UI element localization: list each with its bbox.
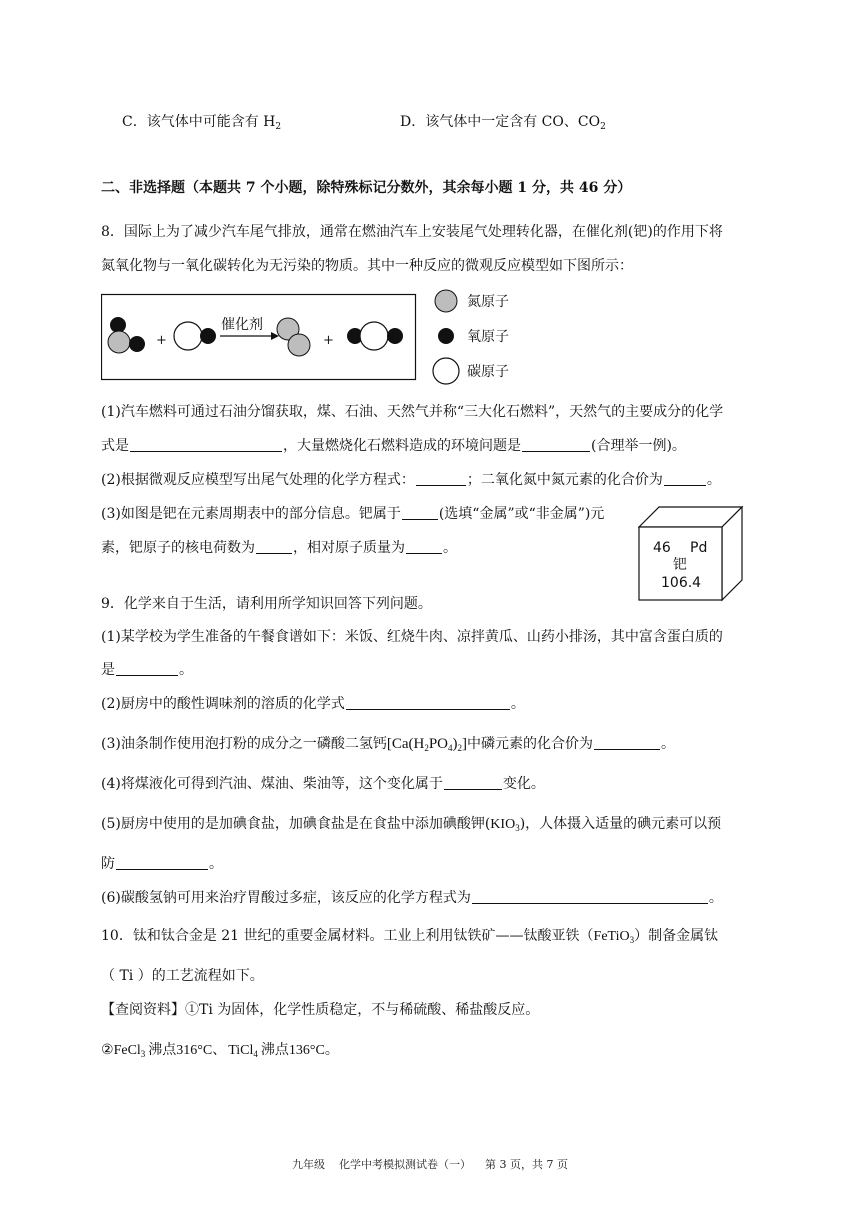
q9-p6-post: 。 xyxy=(708,890,723,906)
carbon-atom-icon xyxy=(431,356,461,386)
q9-p3-pre: (3)油条制作使用泡打粉的成分之一磷酸二氢钙 xyxy=(101,736,387,752)
answer-blank[interactable] xyxy=(472,889,708,904)
q8-p3-pre: (3)如图是钯在元素周期表中的部分信息。钯属于 xyxy=(101,506,401,522)
element-mass: 106.4 xyxy=(661,575,702,591)
ticl4-boiling-point: 136°C xyxy=(288,1043,325,1058)
catalyst-label: 催化剂 xyxy=(221,317,263,333)
q9-part5-line1 xyxy=(101,814,721,835)
option-d-sub: 2 xyxy=(600,122,606,132)
boiling-point-label: 沸点 xyxy=(148,1042,177,1058)
q9-part1-line1: (1)某学校为学生准备的午餐食谱如下：米饭、红烧牛肉、凉拌黄瓜、山药小排汤，其中富含蛋白质的 xyxy=(101,629,723,645)
q8-p3b-post: 。 xyxy=(443,540,457,556)
legend-nitrogen xyxy=(433,288,509,314)
q8-p2-post: 。 xyxy=(706,472,721,488)
element-name: 钯 xyxy=(673,557,687,573)
q9-part2 xyxy=(101,694,525,714)
q9-p1-pre: 是 xyxy=(101,662,115,678)
answer-blank[interactable] xyxy=(406,539,442,554)
legend-carbon-label: 碳原子 xyxy=(467,364,509,380)
q9-p1-post: 。 xyxy=(179,662,193,678)
boiling-point-label: 沸点 xyxy=(260,1042,289,1058)
answer-blank[interactable] xyxy=(522,437,590,452)
legend-oxygen xyxy=(433,323,509,349)
q9-p2-post: 。 xyxy=(510,696,525,712)
plus-sign: + xyxy=(156,333,167,348)
page-footer: 九年级 化学中考模拟测试卷（一） 第 3 页，共 7 页 xyxy=(292,1158,568,1171)
element-symbol: Pd xyxy=(690,540,708,556)
option-d xyxy=(400,112,606,132)
q8-part2 xyxy=(101,470,721,490)
separator: 、 xyxy=(212,1042,227,1058)
period: 。 xyxy=(324,1042,339,1058)
option-d-text: D．该气体中一定含有 CO、CO xyxy=(400,114,601,130)
carbon-atom xyxy=(174,322,202,350)
q9-p5-post: )，人体摄入适量的碘元素可以预 xyxy=(519,816,722,832)
oxygen-atom xyxy=(200,328,216,344)
section-2-heading: 二、非选择题（本题共 7 个小题，除特殊标记分数外，其余每小题 1 分，共 46 分） xyxy=(101,180,632,196)
ferrous-titanate-formula: FeTiO$_3$ xyxy=(593,929,635,945)
legend-carbon xyxy=(431,356,509,386)
element-palladium-card xyxy=(638,506,744,602)
option-c-sub: 2 xyxy=(275,122,282,132)
q8-part1-line2 xyxy=(101,436,686,456)
titanium-chloride-formula: TiCl$_4$ xyxy=(228,1043,258,1059)
fecl3-boiling-point: 316°C xyxy=(176,1043,213,1058)
q8-stem-line2: 氮氧化物与一氧化碳转化为无污染的物质。其中一种反应的微观反应模型如下图所示： xyxy=(101,258,633,274)
potassium-iodate-formula: $KIO_3$ xyxy=(490,817,520,833)
q10-info2 xyxy=(101,1040,339,1061)
answer-blank[interactable] xyxy=(444,775,502,790)
q8-p1-pre: 式是 xyxy=(101,438,129,454)
q8-p1-mid: ，大量燃烧化石燃料造成的环境问题是 xyxy=(283,438,521,454)
answer-blank[interactable] xyxy=(346,695,510,710)
info2-marker: ② xyxy=(101,1042,114,1058)
carbon-atom xyxy=(360,322,388,350)
q9-p5-pre: (5)厨房中使用的是加碘食盐，加碘食盐是在食盐中添加碘酸钾( xyxy=(101,816,491,832)
q9-p2-pre: (2)厨房中的酸性调味剂的溶质的化学式 xyxy=(101,696,345,712)
q10-stem-line2: （ Ti ）的工艺流程如下。 xyxy=(101,968,264,984)
answer-blank[interactable] xyxy=(130,437,282,452)
nitrogen-atom-icon xyxy=(433,288,459,314)
answer-blank[interactable] xyxy=(116,855,208,870)
q10-info1: 【查阅资料】①Ti 为固体，化学性质稳定，不与稀硫酸、稀盐酸反应。 xyxy=(101,1002,540,1018)
answer-blank[interactable] xyxy=(256,539,292,554)
iron-chloride-formula: FeCl$_3$ xyxy=(113,1043,146,1059)
q9-p3-mid: 中磷元素的化合价为 xyxy=(467,736,594,752)
nitrogen-atom xyxy=(288,334,310,356)
answer-blank[interactable] xyxy=(664,471,706,486)
reaction-model-diagram xyxy=(101,292,419,382)
q10-stem-pre: 10．钛和钛合金是 21 世纪的重要金属材料。工业上利用钛铁矿——钛酸亚铁（ xyxy=(101,928,594,944)
legend-nitrogen-label: 氮原子 xyxy=(467,294,509,310)
q9-part1-line2 xyxy=(101,660,193,680)
q8-part1-line1: (1)汽车燃料可通过石油分馏获取，煤、石油、天然气并称“三大化石燃料”，天然气的主要成分的化学 xyxy=(101,404,724,420)
q9-p6-pre: (6)碳酸氢钠可用来治疗胃酸过多症，该反应的化学方程式为 xyxy=(101,890,471,906)
q10-stem-line1 xyxy=(101,926,718,947)
q8-p2-pre: (2)根据微观反应模型写出尾气处理的化学方程式： xyxy=(101,472,415,488)
q9-part3 xyxy=(101,734,675,754)
oxygen-atom xyxy=(129,336,145,352)
q9-part6 xyxy=(101,888,723,908)
legend-oxygen-label: 氧原子 xyxy=(467,329,509,345)
q8-part3-line2 xyxy=(101,538,457,558)
q9-part5-line2 xyxy=(101,854,223,874)
q9-p4-post: 变化。 xyxy=(502,776,545,792)
q9-p3-post: 。 xyxy=(661,736,676,752)
q8-p3-post: (选填“金属”或“非金属”)元 xyxy=(438,506,605,522)
element-number: 46 xyxy=(653,540,671,556)
oxygen-atom xyxy=(387,328,403,344)
q10-stem-post: ）制备金属钛 xyxy=(634,928,719,944)
q9-stem: 9．化学来自于生活，请利用所学知识回答下列问题。 xyxy=(101,596,432,612)
nitrogen-atom xyxy=(108,331,130,353)
answer-blank[interactable] xyxy=(416,471,466,486)
answer-blank[interactable] xyxy=(116,661,178,676)
q9-p5b-post: 。 xyxy=(209,856,223,872)
q8-p3b-pre: 素，钯原子的核电荷数为 xyxy=(101,540,255,556)
q8-p2-mid: ；二氧化氮中氮元素的化合价为 xyxy=(466,472,663,488)
q9-p4-pre: (4)将煤液化可得到汽油、煤油、柴油等，这个变化属于 xyxy=(101,776,443,792)
plus-sign: + xyxy=(323,333,334,348)
answer-blank[interactable] xyxy=(594,735,660,750)
calcium-dihydrogen-phosphate-formula: $[Ca(H_2PO_4)_2]$ xyxy=(386,736,468,753)
q8-stem-line1: 8．国际上为了减少汽车尾气排放，通常在燃油汽车上安装尾气处理转化器，在催化剂(钯)的作用下将 xyxy=(101,224,723,240)
option-c-text: C．该气体中可能含有 H xyxy=(122,114,276,130)
oxygen-atom-icon xyxy=(433,323,459,349)
q8-part3-line1 xyxy=(101,504,604,524)
q9-part4 xyxy=(101,774,545,794)
q8-p1-post: (合理举一例)。 xyxy=(591,438,686,454)
answer-blank[interactable] xyxy=(402,505,438,520)
q9-p5b-pre: 防 xyxy=(101,856,115,872)
option-c xyxy=(122,112,281,132)
q8-p3b-mid: ，相对原子质量为 xyxy=(293,540,405,556)
